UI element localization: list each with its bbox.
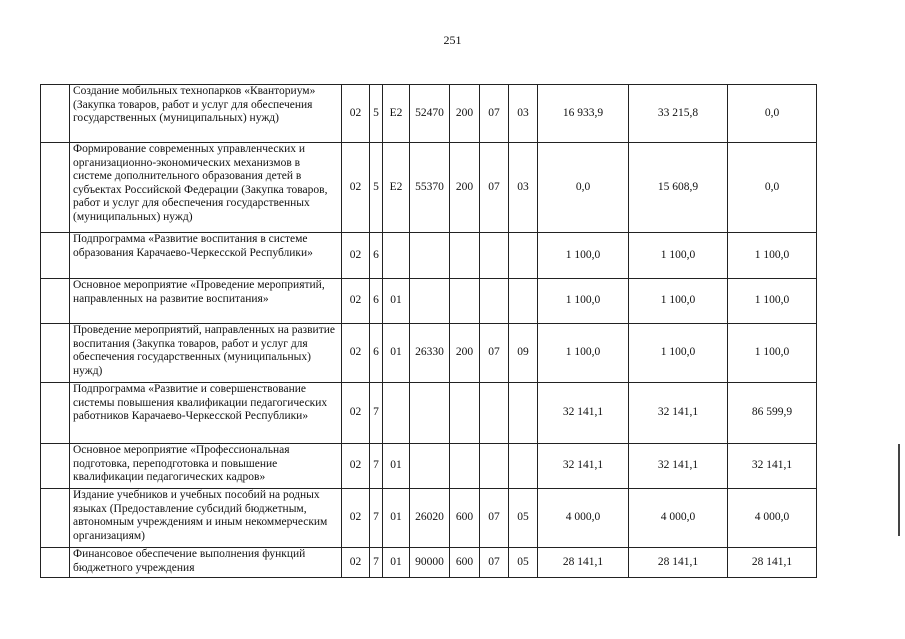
- cell-code: 07: [480, 548, 509, 578]
- cell-code: [383, 233, 410, 279]
- cell-code: 01: [383, 324, 410, 383]
- cell-code: 5: [370, 143, 383, 233]
- cell-value: 1 100,0: [538, 324, 629, 383]
- blank-cell: [41, 548, 70, 578]
- cell-value: 32 141,1: [538, 444, 629, 489]
- table-row: [41, 85, 817, 143]
- cell-code: E2: [383, 143, 410, 233]
- cell-code: [480, 444, 509, 489]
- cell-value: 32 141,1: [629, 444, 728, 489]
- cell-code: 07: [480, 143, 509, 233]
- blank-cell: [41, 489, 70, 548]
- cell-value: 0,0: [538, 143, 629, 233]
- cell-code: 26330: [410, 324, 450, 383]
- cell-code: [383, 383, 410, 444]
- cell-code: [410, 383, 450, 444]
- page-number: 251: [443, 33, 462, 47]
- cell-code: 02: [342, 489, 370, 548]
- cell-code: 52470: [410, 85, 450, 143]
- cell-value: 4 000,0: [728, 489, 817, 548]
- cell-code: 01: [383, 279, 410, 324]
- cell-code: 02: [342, 233, 370, 279]
- cell-code: 600: [450, 489, 480, 548]
- blank-cell: [41, 143, 70, 233]
- cell-code: 01: [383, 444, 410, 489]
- blank-cell: [41, 383, 70, 444]
- cell-code: 02: [342, 444, 370, 489]
- cell-code: [480, 383, 509, 444]
- cell-code: 07: [480, 324, 509, 383]
- cell-value: 86 599,9: [728, 383, 817, 444]
- cell-code: [480, 233, 509, 279]
- cell-value: 1 100,0: [629, 233, 728, 279]
- row-name: Подпрограмма «Развитие воспитания в системе образования Карачаево-Черкесской Республики»: [70, 233, 342, 279]
- cell-code: [450, 279, 480, 324]
- table-row: [41, 489, 817, 548]
- cell-code: [450, 383, 480, 444]
- row-name: Основное мероприятие «Профессиональная подготовка, переподготовка и повышение квалификации педагогических кадров»: [70, 444, 342, 489]
- cell-code: [509, 279, 538, 324]
- table-row: [41, 548, 817, 578]
- cell-value: 1 100,0: [538, 233, 629, 279]
- row-name: Издание учебников и учебных пособий на родных языках (Предоставление субсидий бюджетным, автономным учреждениям и иным некоммерческим организациям): [70, 489, 342, 548]
- cell-code: [509, 444, 538, 489]
- cell-code: [410, 444, 450, 489]
- cell-code: 200: [450, 85, 480, 143]
- cell-code: [480, 279, 509, 324]
- cell-value: 33 215,8: [629, 85, 728, 143]
- cell-value: 0,0: [728, 143, 817, 233]
- scan-edge-line: [898, 444, 900, 536]
- cell-code: 7: [370, 489, 383, 548]
- cell-code: 03: [509, 85, 538, 143]
- cell-code: 200: [450, 324, 480, 383]
- cell-code: 03: [509, 143, 538, 233]
- table-body: [41, 85, 817, 578]
- cell-value: 32 141,1: [629, 383, 728, 444]
- table-row: [41, 324, 817, 383]
- blank-cell: [41, 444, 70, 489]
- cell-code: 01: [383, 548, 410, 578]
- cell-code: 6: [370, 279, 383, 324]
- cell-value: 1 100,0: [629, 279, 728, 324]
- cell-code: 90000: [410, 548, 450, 578]
- cell-code: 7: [370, 383, 383, 444]
- table-row: [41, 383, 817, 444]
- cell-value: 1 100,0: [538, 279, 629, 324]
- cell-code: 5: [370, 85, 383, 143]
- cell-code: 02: [342, 383, 370, 444]
- cell-code: 7: [370, 444, 383, 489]
- row-name: Основное мероприятие «Проведение мероприятий, направленных на развитие воспитания»: [70, 279, 342, 324]
- row-name: Финансовое обеспечение выполнения функций бюджетного учреждения: [70, 548, 342, 578]
- cell-code: 02: [342, 548, 370, 578]
- cell-value: 28 141,1: [538, 548, 629, 578]
- cell-code: 6: [370, 233, 383, 279]
- cell-code: 6: [370, 324, 383, 383]
- cell-code: 26020: [410, 489, 450, 548]
- cell-code: [509, 233, 538, 279]
- cell-value: 4 000,0: [629, 489, 728, 548]
- cell-value: 1 100,0: [629, 324, 728, 383]
- cell-value: 16 933,9: [538, 85, 629, 143]
- cell-code: [450, 233, 480, 279]
- table-row: [41, 143, 817, 233]
- cell-code: 07: [480, 85, 509, 143]
- cell-value: 1 100,0: [728, 324, 817, 383]
- cell-code: 05: [509, 489, 538, 548]
- table-row: [41, 233, 817, 279]
- row-name: Подпрограмма «Развитие и совершенствование системы повышения квалификации педагогических работников Карачаево-Черкесской Республики»: [70, 383, 342, 444]
- cell-code: 02: [342, 324, 370, 383]
- cell-code: 01: [383, 489, 410, 548]
- cell-value: 32 141,1: [728, 444, 817, 489]
- row-name: Создание мобильных технопарков «Кванториум» (Закупка товаров, работ и услуг для обеспечения государственных (муниципальных) нужд): [70, 85, 342, 143]
- cell-code: [410, 233, 450, 279]
- cell-code: 7: [370, 548, 383, 578]
- cell-code: [410, 279, 450, 324]
- cell-value: 1 100,0: [728, 233, 817, 279]
- cell-code: 200: [450, 143, 480, 233]
- table-row: [41, 279, 817, 324]
- cell-code: 09: [509, 324, 538, 383]
- table-row: [41, 444, 817, 489]
- cell-value: 4 000,0: [538, 489, 629, 548]
- blank-cell: [41, 233, 70, 279]
- row-name: Формирование современных управленческих и организационно-экономических механизмов в системе дополнительного образования детей в субъектах Российской Федерации (Закупка товаров, работ и услуг для обеспечения государственных (муниципальных) нужд): [70, 143, 342, 233]
- blank-cell: [41, 279, 70, 324]
- cell-code: 02: [342, 143, 370, 233]
- cell-value: 15 608,9: [629, 143, 728, 233]
- cell-code: E2: [383, 85, 410, 143]
- cell-code: [450, 444, 480, 489]
- blank-cell: [41, 324, 70, 383]
- cell-value: 28 141,1: [728, 548, 817, 578]
- cell-value: 0,0: [728, 85, 817, 143]
- blank-cell: [41, 85, 70, 143]
- cell-code: 55370: [410, 143, 450, 233]
- cell-code: 05: [509, 548, 538, 578]
- row-name: Проведение мероприятий, направленных на развитие воспитания (Закупка товаров, работ и услуг для обеспечения государственных (муниципальных) нужд): [70, 324, 342, 383]
- cell-value: 1 100,0: [728, 279, 817, 324]
- cell-code: 07: [480, 489, 509, 548]
- cell-code: 02: [342, 279, 370, 324]
- cell-value: 28 141,1: [629, 548, 728, 578]
- cell-code: 02: [342, 85, 370, 143]
- cell-value: 32 141,1: [538, 383, 629, 444]
- cell-code: [509, 383, 538, 444]
- budget-table: [40, 84, 817, 578]
- cell-code: 600: [450, 548, 480, 578]
